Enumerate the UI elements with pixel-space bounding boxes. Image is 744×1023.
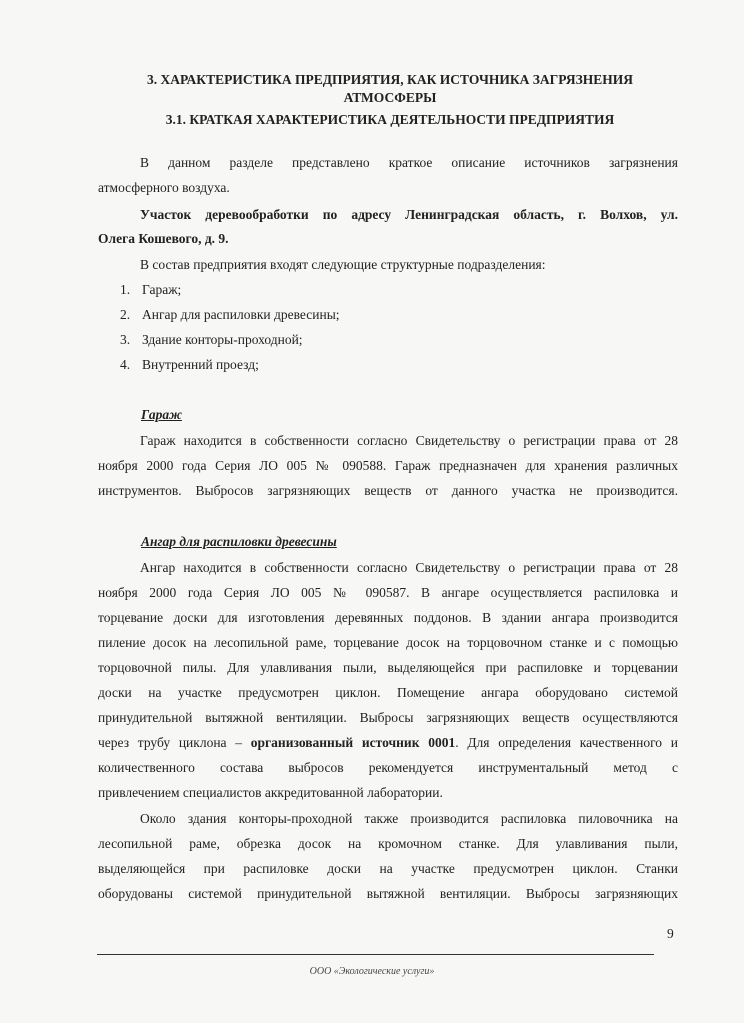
- hangar-line-8-end: . Для определения качественного и: [455, 735, 678, 750]
- source-0001-label: организованный источник 0001: [250, 735, 456, 750]
- list-item-number: 4.: [120, 357, 131, 372]
- list-item-label: Гараж;: [142, 282, 182, 297]
- hangar-line-3: торцевание доски для изготовления деревянных поддонов. В здании ангара производится: [98, 610, 678, 625]
- hangar-line-2: ноября 2000 года Серия ЛО 005 № 090587. В ангаре осуществляется распиловка и: [98, 585, 678, 600]
- site-address-line-2: Олега Кошевого, д. 9.: [98, 231, 229, 246]
- list-item: [120, 331, 303, 349]
- page-number: 9: [667, 926, 674, 941]
- list-item-number: 2.: [120, 307, 131, 322]
- section-title-line-1: 3. ХАРАКТЕРИСТИКА ПРЕДПРИЯТИЯ, КАК ИСТОЧНИКА ЗАГРЯЗНЕНИЯ: [147, 72, 633, 87]
- garage-line-3: инструментов. Выбросов загрязняющих веществ от данного участка не производится.: [98, 483, 678, 498]
- hangar-line-9: количественного состава выбросов рекомендуется инструментальный метод с: [98, 760, 678, 775]
- structure-lead: В состав предприятия входят следующие структурные подразделения:: [140, 257, 546, 272]
- footer-company: ООО «Экологические услуги»: [309, 966, 435, 977]
- garage-line-2: ноября 2000 года Серия ЛО 005 № 090588. Гараж предназначен для хранения различных: [98, 458, 678, 473]
- hangar-line-8-start: через трубу циклона –: [98, 735, 251, 750]
- list-item: [120, 356, 259, 374]
- section-title: [100, 71, 680, 107]
- hangar-line-1: Ангар находится в собственности согласно Свидетельству о регистрации права от 28: [140, 560, 678, 575]
- section-title-line-2: АТМОСФЕРЫ: [343, 90, 437, 105]
- list-item-label: Ангар для распиловки древесины;: [142, 307, 340, 322]
- office-line-1: Около здания конторы-проходной также производится распиловка пиловочника на: [140, 811, 678, 826]
- hangar-line-8: [98, 734, 678, 752]
- office-line-2: лесопильной раме, обрезка досок на кромочном станке. Для улавливания пыли,: [98, 836, 678, 851]
- subsection-title: 3.1. КРАТКАЯ ХАРАКТЕРИСТИКА ДЕЯТЕЛЬНОСТИ ПРЕДПРИЯТИЯ: [165, 112, 615, 127]
- intro-line-1: В данном разделе представлено краткое описание источников загрязнения: [140, 155, 678, 170]
- hangar-line-5: торцовочной пилы. Для улавливания пыли, выделяющейся при распиловке и торцевании: [98, 660, 678, 675]
- list-item-number: 3.: [120, 332, 131, 347]
- hangar-heading: Ангар для распиловки древесины: [141, 534, 337, 549]
- hangar-line-6: доски на участке предусмотрен циклон. Помещение ангара оборудовано системой: [98, 685, 678, 700]
- garage-line-1: Гараж находится в собственности согласно Свидетельству о регистрации права от 28: [140, 433, 678, 448]
- hangar-line-7: принудительной вытяжной вентиляции. Выбросы загрязняющих веществ осуществляются: [98, 710, 678, 725]
- list-item: [120, 281, 181, 299]
- footer-divider: [97, 954, 654, 955]
- intro-line-2: атмосферного воздуха.: [98, 180, 230, 195]
- list-item-label: Здание конторы-проходной;: [142, 332, 303, 347]
- office-line-4: оборудованы системой принудительной вытяжной вентиляции. Выбросы загрязняющих: [98, 886, 678, 901]
- office-line-3: выделяющейся при распиловке доски на участке предусмотрен циклон. Станки: [98, 861, 678, 876]
- list-item-number: 1.: [120, 282, 131, 297]
- hangar-line-10: привлечением специалистов аккредитованной лаборатории.: [98, 785, 443, 800]
- site-address-line-1: Участок деревообработки по адресу Ленинградская область, г. Волхов, ул.: [140, 207, 678, 222]
- garage-heading: Гараж: [141, 407, 182, 422]
- list-item-label: Внутренний проезд;: [142, 357, 259, 372]
- list-item: [120, 306, 340, 324]
- hangar-line-4: пиление досок на лесопильной раме, торцевание досок на торцовочном станке и с помощью: [98, 635, 678, 650]
